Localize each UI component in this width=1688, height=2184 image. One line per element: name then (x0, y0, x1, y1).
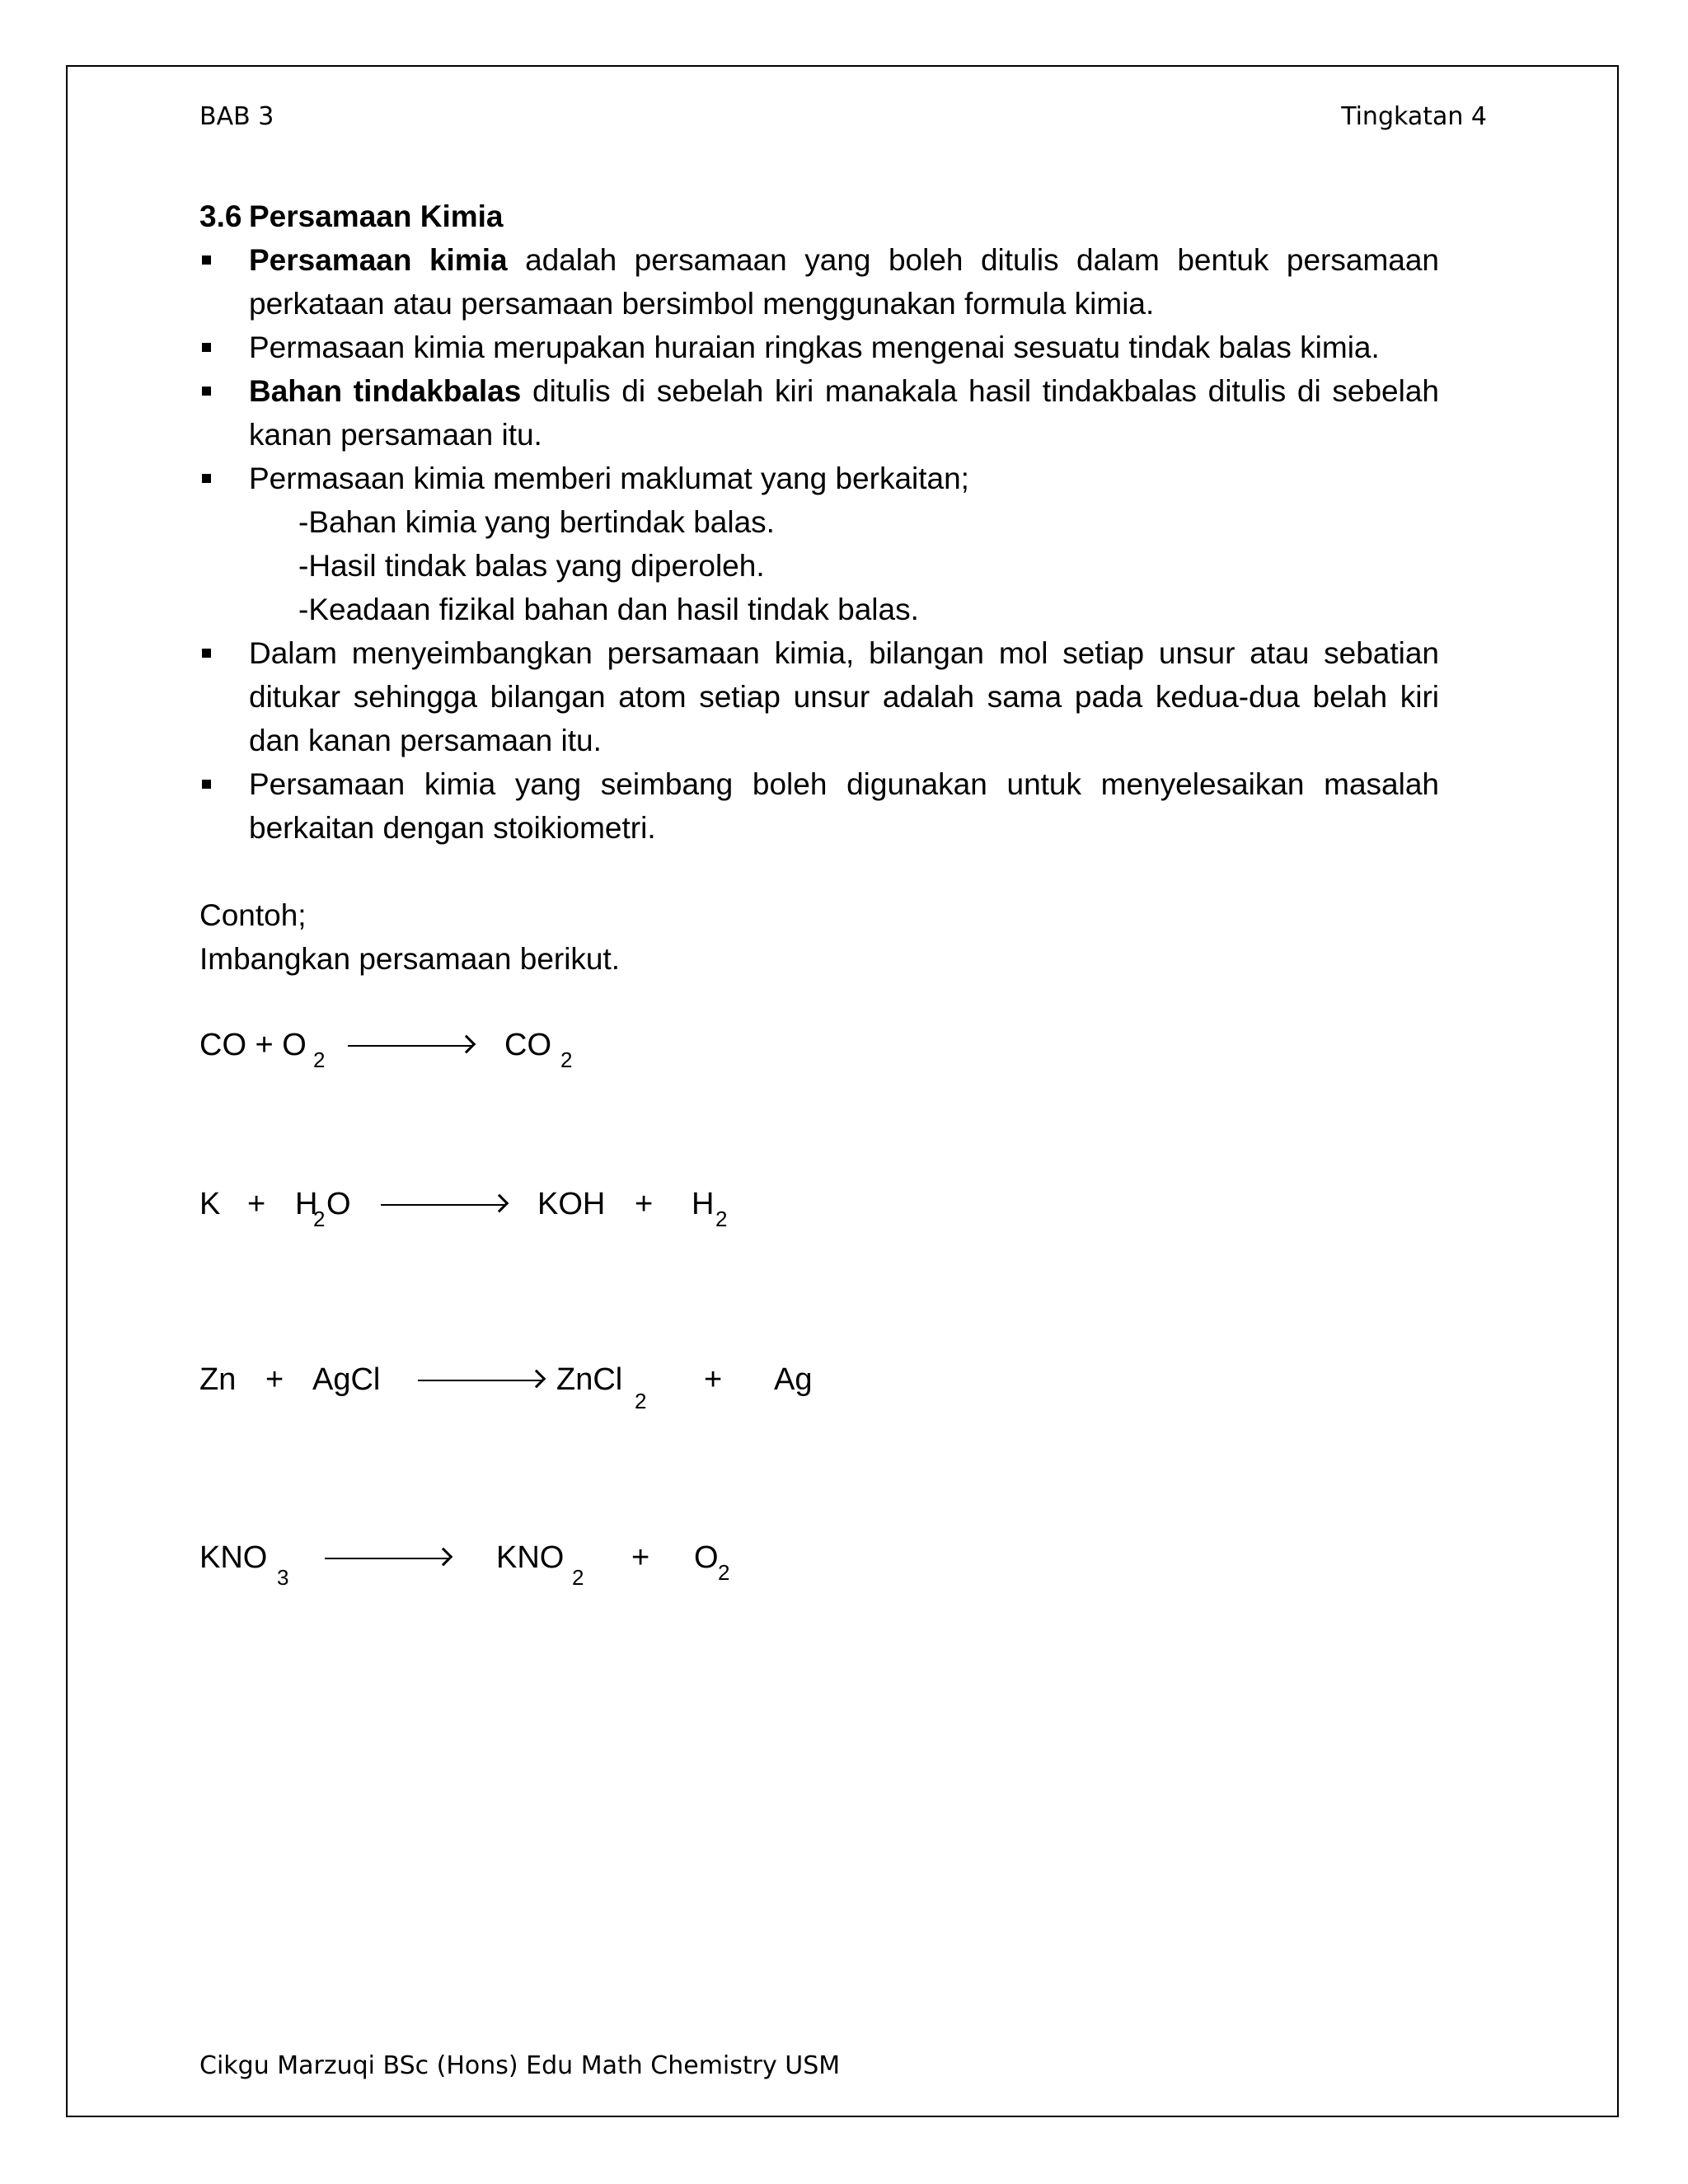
list-item (199, 631, 1439, 762)
list-item (199, 326, 1439, 369)
section-heading (199, 194, 1439, 238)
bullet-text: Permasaan kimia memberi maklumat yang berkaitan; (249, 462, 969, 495)
eq4-product-1-subscript: 2 (572, 1565, 584, 1590)
list-item (199, 238, 1439, 326)
example-block (199, 893, 1439, 981)
eq2-product-2: H (692, 1187, 715, 1221)
eq4-reactant-subscript: 3 (277, 1565, 289, 1590)
eq1-product-subscript: 2 (560, 1047, 573, 1072)
eq3-product-1-subscript: 2 (635, 1389, 647, 1413)
bullet-text: Persamaan kimia yang seimbang boleh digunakan untuk menyelesaikan masalah berkaitan dengan stoikiometri. (249, 767, 1439, 845)
section-title: Persamaan Kimia (249, 199, 504, 233)
eq2-reactant-2-h: H (295, 1187, 318, 1221)
eq4-product-2: O (694, 1540, 719, 1575)
list-item (199, 457, 1439, 631)
eq4-plus: + (631, 1540, 650, 1575)
eq4-reactant: KNO (199, 1540, 268, 1575)
bullet-list (199, 238, 1439, 850)
eq3-product-1: ZnCl (556, 1362, 623, 1397)
eq3-plus-1: + (265, 1362, 284, 1397)
eq3-plus-2: + (704, 1362, 723, 1397)
eq1-reactants: CO + O (199, 1028, 307, 1062)
eq3-product-2: Ag (774, 1362, 813, 1397)
bold-term: Persamaan kimia (249, 243, 508, 277)
eq2-product-1: KOH (537, 1187, 606, 1221)
reaction-arrow (418, 1380, 542, 1381)
eq1-reactant-subscript: 2 (313, 1047, 326, 1072)
eq2-reactant-1: K (199, 1187, 221, 1221)
bullet-text: ditulis di sebelah kiri manakala hasil tindakbalas ditulis di sebelah kanan persamaan itu. (249, 374, 1439, 452)
eq2-reactant-2-subscript: 2 (313, 1207, 326, 1231)
eq2-plus-2: + (635, 1187, 654, 1221)
list-item (199, 762, 1439, 850)
footer-author: Cikgu Marzuqi BSc (Hons) Edu Math Chemistry USM (199, 2051, 841, 2080)
bold-term: Bahan tindakbalas (249, 374, 522, 408)
reaction-arrow (348, 1045, 471, 1047)
header-chapter: BAB 3 (199, 102, 274, 131)
info-item: -Bahan kimia yang bertindak balas. (298, 505, 775, 539)
bullet-text: Dalam menyeimbangkan persamaan kimia, bilangan mol setiap unsur atau sebatian ditukar sehingga bilangan atom setiap unsur adalah sama pada kedua-dua belah kiri dan kanan persamaan itu. (249, 636, 1439, 757)
example-instruction: Imbangkan persamaan berikut. (199, 942, 621, 976)
eq2-reactant-2-o: O (326, 1187, 351, 1221)
main-content (199, 194, 1439, 981)
eq2-plus-1: + (247, 1187, 266, 1221)
list-item (199, 369, 1439, 457)
eq2-product-2-subscript: 2 (715, 1207, 728, 1231)
section-number: 3.6 (199, 199, 242, 233)
eq3-reactant-1: Zn (199, 1362, 237, 1397)
eq4-product-1: KNO (496, 1540, 565, 1575)
eq4-product-2-subscript: 2 (718, 1560, 730, 1585)
reaction-arrow (381, 1204, 504, 1206)
info-item: -Keadaan fizikal bahan dan hasil tindak balas. (298, 593, 919, 626)
info-item: -Hasil tindak balas yang diperoleh. (298, 549, 765, 583)
eq3-reactant-2: AgCl (312, 1362, 381, 1397)
header-form: Tingkatan 4 (1341, 102, 1487, 131)
bullet-text: Permasaan kimia merupakan huraian ringkas mengenai sesuatu tindak balas kimia. (249, 330, 1380, 364)
eq1-product: CO (504, 1028, 551, 1062)
bullet-text: adalah persamaan yang boleh ditulis dalam bentuk persamaan perkataan atau persamaan bersimbol menggunakan formula kimia. (249, 243, 1440, 321)
reaction-arrow (325, 1558, 448, 1559)
example-label: Contoh; (199, 898, 307, 932)
